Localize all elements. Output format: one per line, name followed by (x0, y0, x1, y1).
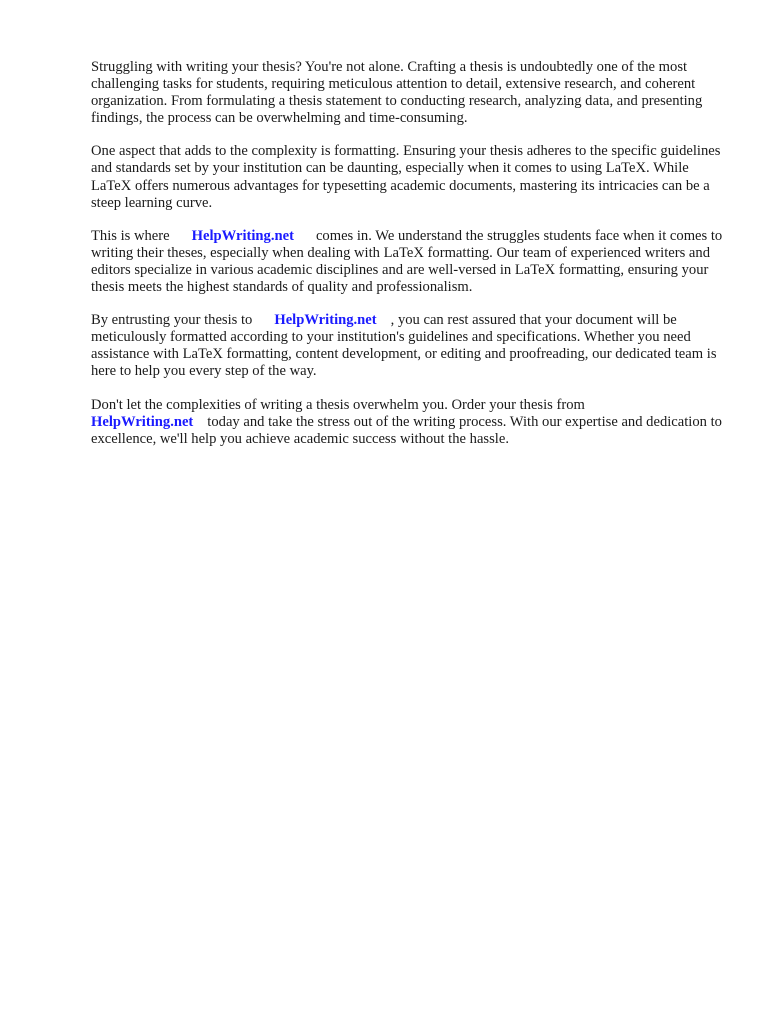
paragraph-text: today and take the stress out of the writing process. With our expertise and dedication to excellence, we'll help you achieve academic success without the hassle. (91, 413, 722, 447)
paragraph-intro: Struggling with writing your thesis? You're not alone. Crafting a thesis is undoubtedly one of the most challenging tasks for students, requiring meticulous attention to detail, extensive research, and coherent organization. From formulating a thesis statement to conducting research, analyzing data, and presenting findings, the process can be overwhelming and time-consuming. (91, 59, 703, 127)
helpwriting-link[interactable]: HelpWriting.net (274, 312, 377, 329)
paragraph-call-to-action (91, 397, 731, 448)
paragraph-service-intro (91, 228, 731, 296)
paragraph-entrusting (91, 312, 731, 380)
paragraph-text: By entrusting your thesis to (91, 312, 253, 329)
paragraph-text: Don't let the complexities of writing a thesis overwhelm you. Order your thesis from (91, 396, 585, 413)
paragraph-text: This is where (91, 227, 170, 244)
paragraph-text: comes in. We understand the struggles students face when it comes to writing their theses, especially when dealing with LaTeX formatting. Our team of experienced writers and editors specialize in various academic disciplines and are well-versed in LaTeX formatting, ensuring your thesis meets the highest standards of quality and professionalism. (91, 227, 723, 296)
helpwriting-link[interactable]: HelpWriting.net (91, 413, 194, 430)
paragraph-text: , you can rest assured that your document will be meticulously formatted according to your institution's guidelines and specifications. Whether you need assistance with LaTeX formatting, content development, or editing and proofreading, our dedicated team is here to help you every step of the way. (91, 312, 717, 380)
document-body (91, 59, 731, 464)
paragraph-formatting: One aspect that adds to the complexity is formatting. Ensuring your thesis adheres to the specific guidelines and standards set by your institution can be daunting, especially when it comes to using LaTeX. While LaTeX offers numerous advantages for typesetting academic documents, mastering its intricacies can be a steep learning curve. (91, 143, 721, 211)
helpwriting-link[interactable]: HelpWriting.net (191, 227, 294, 244)
